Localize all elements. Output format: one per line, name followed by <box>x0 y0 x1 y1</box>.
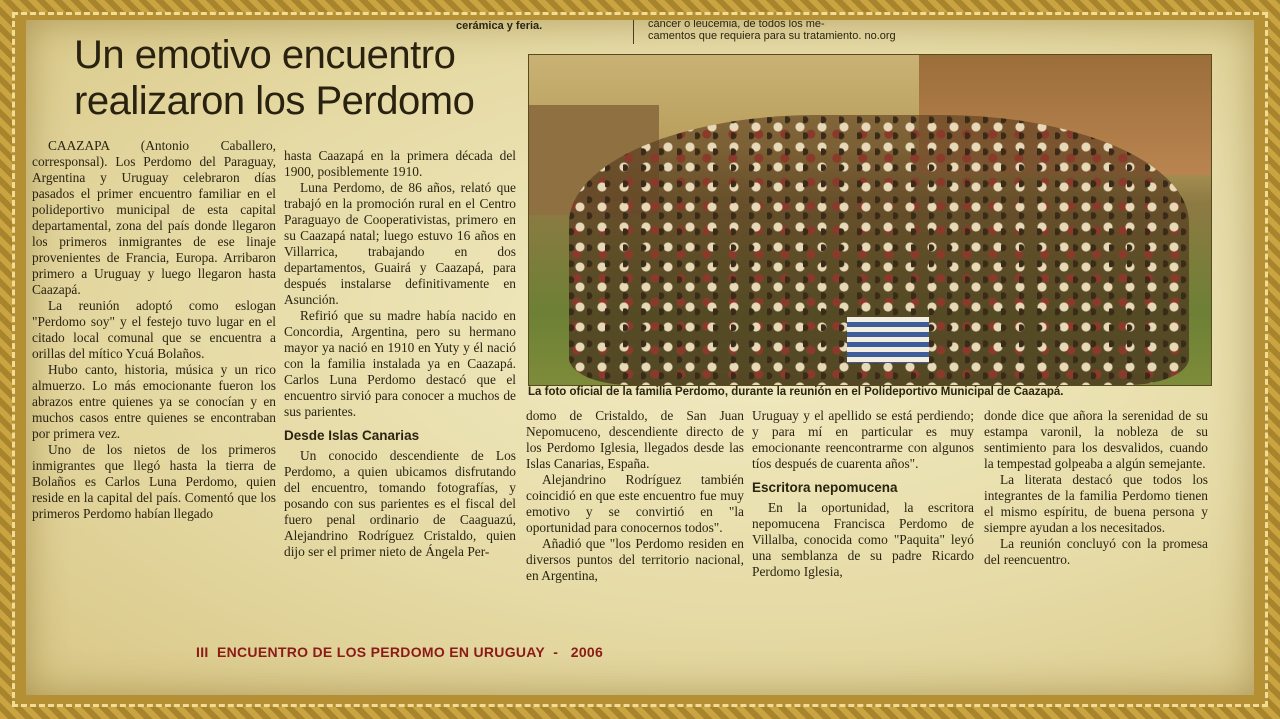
paragraph: Uno de los nietos de los primeros inmigrantes que llegó hasta la tierra de Bolaños es Carlos Luna Perdomo, quien reside en la capital del país. Comentó que los primeros Perdomo habían llegado <box>32 442 276 521</box>
photo-caption: La foto oficial de la familia Perdomo, durante la reunión en el Polideportivo Municipal de Caazapá. <box>528 386 1064 398</box>
article-column-5 <box>984 408 1208 568</box>
paragraph: La literata destacó que todos los integrantes de la familia Perdomo tienen el mismo espíritu, de buena persona y siempre ayudan a los necesitados. <box>984 472 1208 535</box>
paragraph: Luna Perdomo, de 86 años, relató que trabajó en la promoción rural en el Centro Paraguayo de Cooperativistas, primero en su Caazapá natal; luego estuvo 16 años en Villarrica, trabajando en dos departamentos, Guairá y Caazapá, para después instalarse definitivamente en Asunción. <box>284 180 516 307</box>
paragraph: Hubo canto, historia, música y un rico almuerzo. Lo más emocionante fueron los abrazos entre quienes ya se conocían y en muchos casos entre quienes se encontraban por primera vez. <box>32 362 276 441</box>
article-column-2 <box>284 148 516 560</box>
section-heading-islas-canarias: Desde Islas Canarias <box>284 428 420 443</box>
paragraph: Refirió que su madre había nacido en Concordia, Argentina, pero su hermano mayor ya nació en 1910 en Yuty y él nació con la familia instalada ya en Caazapá. Carlos Luna Perdomo destacó que el encuentro sirvió para conocer a muchos de sus parientes. <box>284 308 516 419</box>
paragraph: domo de Cristaldo, de San Juan Nepomuceno, descendiente directo de los Perdomo Iglesia, llegados desde las Islas Canarias, España. <box>526 408 744 471</box>
paragraph: donde dice que añora la serenidad de su estampa varonil, la nobleza de su sentimiento para los desvalidos, cuando la tempestad golpeaba a algún semejante. <box>984 408 1208 471</box>
paragraph: Un conocido descendiente de Los Perdomo, a quien ubicamos disfrutando del encuentro, tomando fotografías, y posando con sus parientes es el fiscal del fuero penal ordinario de Caaguazú, Alejandrino Rodríguez Cristaldo, quien dijo ser el primer nieto de Ángela Per- <box>284 448 516 559</box>
paragraph: hasta Caazapá en la primera década del 1900, posiblemente 1910. <box>284 148 516 179</box>
paragraph: Añadió que "los Perdomo residen en diversos puntos del territorio nacional, en Argentina, <box>526 536 744 583</box>
paragraph: La reunión concluyó con la promesa del reencuentro. <box>984 536 1208 567</box>
top-clip-left: cerámica y feria. <box>456 20 543 32</box>
top-clip-right-2: camentos que requiera para su tratamiento. no.org <box>648 30 896 42</box>
headline-line-2: realizaron los Perdomo <box>74 79 475 123</box>
article-column-1 <box>32 138 276 522</box>
paragraph: Uruguay y el apellido se está perdiendo; y para mí en particular es muy emocionante reencontrarme con algunos tíos después de cuarenta años". <box>752 408 974 471</box>
paragraph: En la oportunidad, la escritora nepomucena Francisca Perdomo de Villalba, conocida como "Paquita" leyó una semblanza de su padre Ricardo Perdomo Iglesia, <box>752 500 974 579</box>
uruguay-flag <box>847 317 929 363</box>
family-group-photo <box>528 54 1212 386</box>
paragraph: La reunión adoptó como eslogan "Perdomo soy" y el festejo tuvo lugar en el citado local comunal que se encuentra a orillas del mítico Ycuá Bolaños. <box>32 298 276 361</box>
headline-line-1: Un emotivo encuentro <box>74 33 456 77</box>
headline <box>74 32 544 124</box>
article-column-3 <box>526 408 744 584</box>
footer-label: III ENCUENTRO DE LOS PERDOMO EN URUGUAY - 2006 <box>196 644 604 660</box>
paragraph: Alejandrino Rodríguez también coincidió en que este encuentro fue muy emotivo y se convirtió en "la oportunidad para conocernos todos". <box>526 472 744 535</box>
newspaper-clipping <box>26 20 1254 695</box>
section-heading-escritora: Escritora nepomucena <box>752 480 898 495</box>
column-divider <box>633 20 634 44</box>
article-column-4 <box>752 408 974 580</box>
top-clip-right-1: cáncer o leucemia, de todos los me- <box>648 20 825 30</box>
paragraph: CAAZAPA (Antonio Caballero, corresponsal). Los Perdomo del Paraguay, Argentina y Uruguay celebraron días pasados el primer encuentro familiar en el polideportivo municipal de esta capital departamental, zona del país donde llegaron los primeros inmigrantes de ese linaje provenientes de Francia, Europa. Arribaron primero a Uruguay y luego llegaron hasta Caazapá. <box>32 138 276 297</box>
